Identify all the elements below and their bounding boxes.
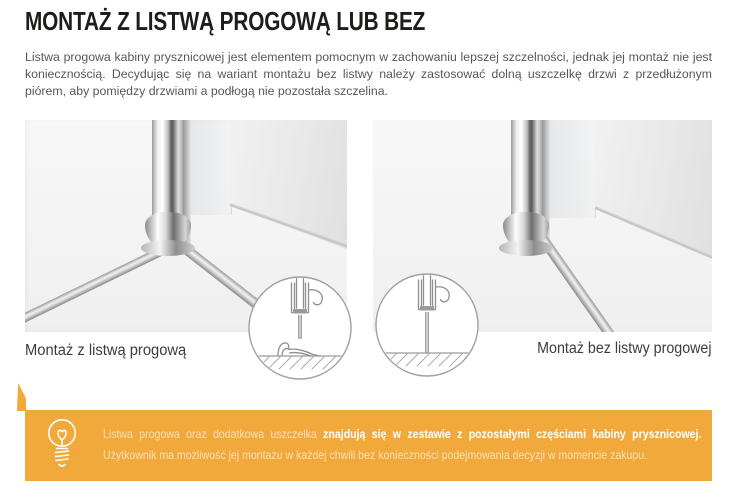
chrome-hinge-pillar	[152, 120, 183, 220]
chrome-hinge-pillar	[511, 120, 542, 220]
lightbulb-icon	[45, 417, 79, 475]
note-line-1-regular: Listwa progowa oraz dodatkowa uszczelka	[103, 427, 324, 441]
seal-cross-section-with-strip-diagram	[247, 275, 353, 381]
intro-paragraph: Listwa progowa kabiny prysznicowej jest elementem pomocnym w zachowaniu lepszej szczelności, jednak jej montaż nie jest koniecznością. Decydując się na wariant montażu bez listwy należy zastosować dolną uszczelkę drzwi z przedłużonym piórem, aby pomiędzy drzwiami a podłogą nie pozostała szczelina.	[25, 50, 712, 98]
note-banner	[25, 410, 712, 481]
hinge-base	[141, 240, 195, 256]
note-line-1-bold: znajdują się w zestawie z pozostałymi częściami kabiny prysznicowej.	[323, 427, 702, 441]
glass-panel	[550, 120, 596, 218]
note-text	[103, 424, 701, 466]
chrome-floor-strip	[539, 236, 639, 332]
hinge-base	[499, 240, 553, 256]
seal-cross-section-without-strip-diagram	[374, 272, 480, 378]
wall-panel	[595, 120, 712, 332]
seal-with-strip-icon	[247, 275, 353, 381]
glass-panel	[191, 120, 232, 215]
caption-without-strip: Montaż bez listwy progowej	[537, 340, 712, 357]
seal-without-strip-icon	[374, 272, 480, 378]
threshold-strip	[25, 246, 166, 326]
page-title: MONTAŻ Z LISTWĄ PROGOWĄ LUB BEZ	[25, 6, 426, 36]
caption-with-strip: Montaż z listwą progową	[25, 342, 187, 359]
note-line-2: Użytkownik ma możliwość jej montażu w każdej chwili bez konieczności podejmowania decyzji w momencie zakupu.	[103, 448, 648, 462]
banner-fold-corner	[17, 383, 26, 411]
note-line-1	[103, 424, 701, 445]
